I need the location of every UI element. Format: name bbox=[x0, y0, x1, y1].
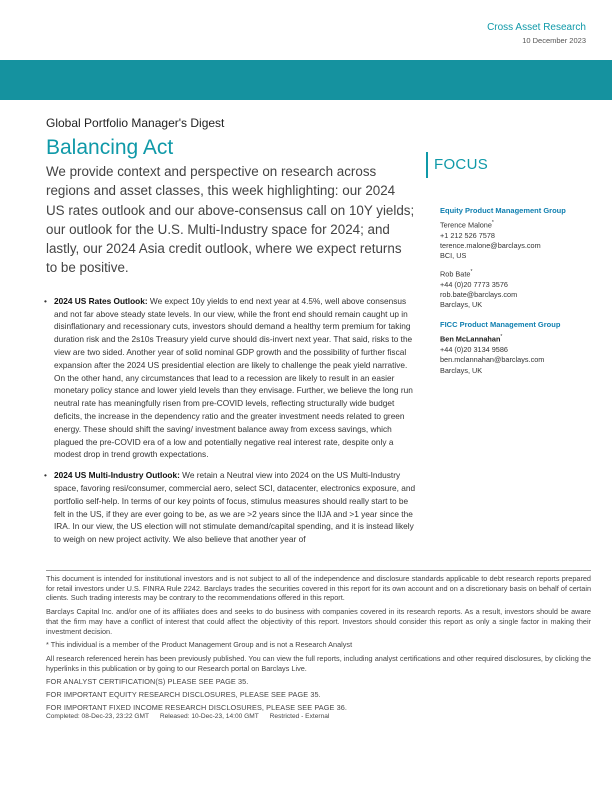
contact-email[interactable]: ben.mclannahan@barclays.com bbox=[440, 355, 545, 365]
classification-label: Restricted - External bbox=[269, 713, 330, 721]
publication-name: Global Portfolio Manager's Digest bbox=[46, 116, 225, 130]
contact-entity: Barclays, UK bbox=[440, 365, 483, 375]
main-content bbox=[46, 116, 416, 591]
contact-entity: BCI, US bbox=[440, 251, 467, 261]
bullet-icon: • bbox=[44, 295, 47, 306]
contact-list bbox=[440, 206, 608, 382]
completed-timestamp: Completed: 08-Dec-23, 23:22 GMT bbox=[46, 713, 149, 721]
contact-phone: +44 (0)20 7773 3576 bbox=[440, 279, 508, 289]
contact-card bbox=[440, 332, 608, 375]
disclosure-paragraph: Barclays Capital Inc. and/or one of its affiliates does and seeks to do business with companies covered in its research reports. As a result, investors should be aware that the firm may have a conflict of interest that could affect the objectivity of this report. Investors should consider this report as only a single factor in making their investment decision. bbox=[46, 607, 591, 636]
contact-phone: +1 212 526 7578 bbox=[440, 230, 495, 240]
contact-email[interactable]: rob.bate@barclays.com bbox=[440, 290, 518, 300]
equity-disclosures-notice: FOR IMPORTANT EQUITY RESEARCH DISCLOSURES, PLEASE SEE PAGE 35. bbox=[46, 689, 321, 699]
contact-footnote-mark: * bbox=[470, 269, 473, 276]
bullet-text: We retain a Neutral view into 2024 on the US Multi-Industry space, favoring resi/consumer, commercial aero, select SCI, datacenter, electronics exposure, and portfolio self-help. In terms of our key points of focus, stimulus measures should really start to be felt in the US, if they are ever going to be, as we are >2 years since the IIJA and >1 year since the IRA. In our view, the US election will not stimulate demand/capital spending, and it is instead likely to weigh on new project activity. We also believe that another year of bbox=[54, 470, 416, 545]
report-header bbox=[487, 22, 586, 45]
group-title: Equity Product Management Group bbox=[440, 206, 566, 215]
group-title: FICC Product Management Group bbox=[440, 320, 561, 330]
page-title: Balancing Act bbox=[46, 136, 174, 159]
contact-email[interactable]: terence.malone@barclays.com bbox=[440, 240, 541, 250]
disclosures bbox=[46, 570, 591, 720]
report-series: Cross Asset Research bbox=[487, 22, 586, 33]
bullet-item bbox=[44, 469, 416, 583]
sidebar bbox=[426, 100, 612, 570]
release-info bbox=[46, 713, 591, 720]
bullet-icon: • bbox=[44, 470, 47, 481]
contact-footnote-mark: * bbox=[500, 334, 503, 341]
contact-phone: +44 (0)20 3134 9586 bbox=[440, 345, 508, 355]
contact-card bbox=[440, 267, 608, 310]
contact-footnote-mark: * bbox=[491, 220, 494, 226]
bullet-text: We expect 10y yields to end next year at 4.5%, well above consensus and not far above steady state levels. In our view, while the front end should remain caught up in disinflationary and recessionary cuts, investors should demand a healthy term premium for taking duration risk and the 2s10s Treasury yield curve should dis-invert next year. That said, risks to the view are two sided. Another year of solid nominal GDP growth and the possibility of further fiscal expansion after the 2024 US presidential election are likely to challenge the peak yield narrative. On the other hand, any circumstances that lead to a recession are likely to result in an easier monetary policy stance and lower yield levels than they envisage. Further, we believe the long run neutral rate has meaningfully risen from pre-COVID levels, reflecting structurally wide budget deficits, the increase in the dependency ratio and the greater investment needs related to green energy. These should shift the saving/ investment balance away from excess savings, which plagued the pre-COVID era of a low and potentially negative real interest rate, despite only a modest drop in trend growth expectations. bbox=[54, 295, 413, 460]
released-timestamp: Released: 10-Dec-23, 14:00 GMT bbox=[159, 713, 259, 721]
disclosure-paragraph: This document is intended for institutional investors and is not subject to all of the independence and disclosure standards applicable to debt research reports prepared for retail investors under U.S. FINRA Rule 2242. Barclays trades the securities covered in this report for its own account and on a discretionary basis on behalf of certain clients. Such trading interests may be contrary to the recommendations offered in this report. bbox=[46, 574, 591, 603]
disclosure-footnote: * This individual is a member of the Product Management Group and is not a Research Analyst bbox=[46, 640, 353, 650]
report-date: 10 December 2023 bbox=[522, 36, 586, 45]
bullet-item bbox=[44, 295, 416, 461]
contact-name: Ben McLannahan bbox=[440, 334, 501, 344]
bullet-list bbox=[44, 295, 416, 583]
contact-entity: Barclays, UK bbox=[440, 300, 483, 310]
lede-paragraph: We provide context and perspective on research across regions and asset classes, this week highlighting: our 2024 US rates outlook and our above-consensus call on 10Y yields; our outlook for the U.S. Multi-Industry space for 2024; and lastly, our 2024 Asia credit outlook, where we expect returns to be positive. bbox=[46, 164, 415, 276]
bullet-lead: 2024 US Multi-Industry Outlook: bbox=[54, 470, 180, 481]
contact-name: Rob Bate bbox=[440, 269, 471, 279]
focus-label: FOCUS bbox=[426, 152, 488, 178]
fixed-income-disclosures-notice: FOR IMPORTANT FIXED INCOME RESEARCH DISCLOSURES, PLEASE SEE PAGE 36. bbox=[46, 702, 348, 712]
contact-card bbox=[440, 218, 608, 261]
contact-name: Terence Malone bbox=[440, 220, 492, 230]
analyst-certification-notice: FOR ANALYST CERTIFICATION(S) PLEASE SEE PAGE 35. bbox=[46, 677, 249, 687]
teal-banner bbox=[0, 60, 612, 100]
disclosure-paragraph: All research referenced herein has been previously published. You can view the full reports, including analyst certifications and other required disclosures, by clicking the hyperlinks in this publication or by going to our Research portal on Barclays Live. bbox=[46, 653, 591, 673]
bullet-lead: 2024 US Rates Outlook: bbox=[54, 295, 148, 306]
